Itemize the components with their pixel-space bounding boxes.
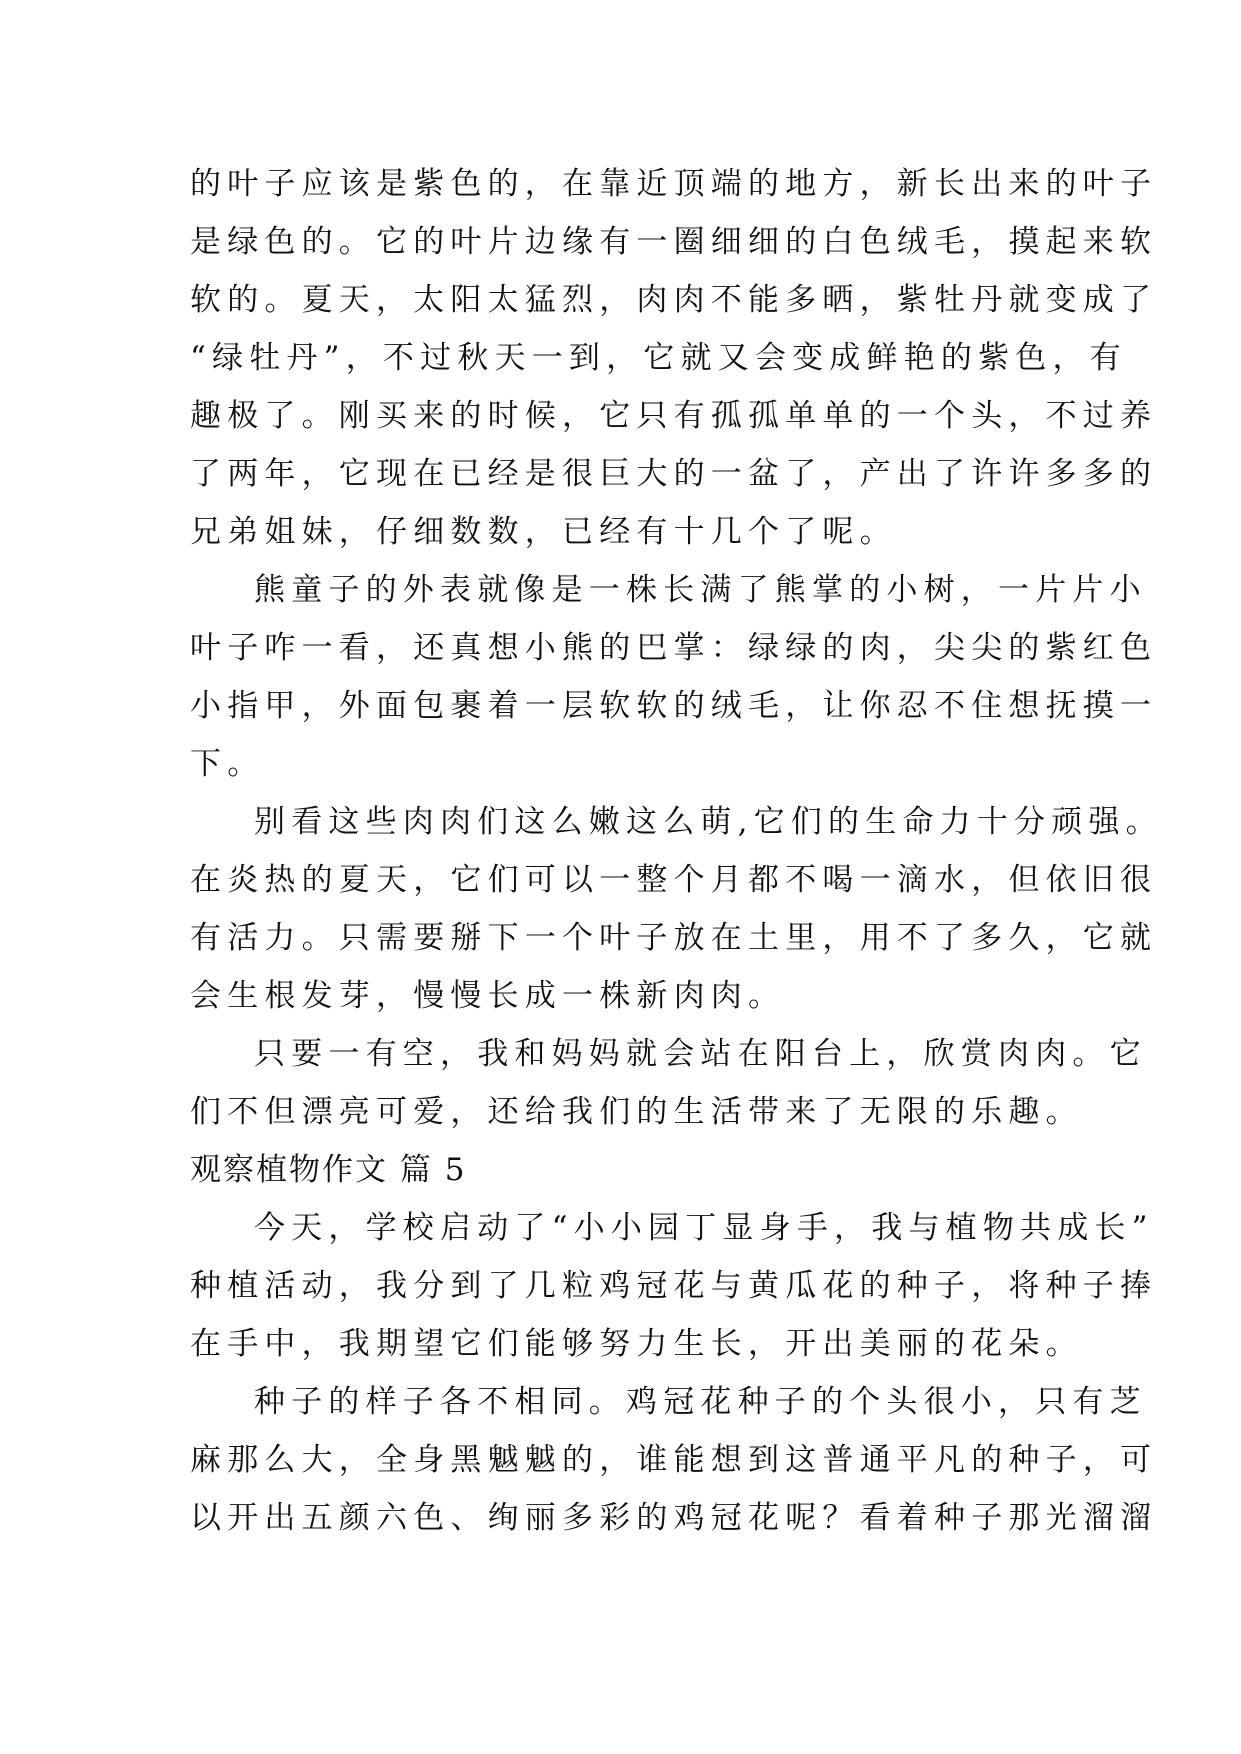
text-line: “绿牡丹”，不过秋天一到，它就又会变成鲜艳的紫色，有 (190, 340, 1127, 376)
paragraph-start-line: 种子的样子各不相同。鸡冠花种子的个头很小，只有芝 (254, 1384, 1147, 1420)
text-line: 是绿色的。它的叶片边缘有一圈细细的白色绒毛，摸起来软 (190, 224, 1158, 260)
text-line: 趣极了。刚买来的时候，它只有孤孤单单的一个头，不过养 (190, 398, 1158, 434)
text-line: 以开出五颜六色、绚丽多彩的鸡冠花呢？看着种子那光溜溜 (190, 1500, 1158, 1536)
text-line: 了两年，它现在已经是很巨大的一盆了，产出了许许多多的 (190, 456, 1158, 492)
text-line: 麻那么大，全身黑魆魆的，谁能想到这普通平凡的种子，可 (190, 1442, 1158, 1478)
text-line: 兄弟姐妹，仔细数数，已经有十几个了呢。 (190, 514, 897, 550)
section-heading: 观察植物作文 篇 5 (190, 1152, 467, 1188)
text-line: 在炎热的夏天，它们可以一整个月都不喝一滴水，但依旧很 (190, 862, 1158, 898)
paragraph-start-line: 别看这些肉肉们这么嫩这么萌,它们的生命力十分顽强。 (254, 804, 1163, 840)
text-line: 种植活动，我分到了几粒鸡冠花与黄瓜花的种子，将种子捧 (190, 1268, 1158, 1304)
paragraph-start-line: 熊童子的外表就像是一株长满了熊掌的小树，一片片小 (254, 572, 1147, 608)
text-line: 软的。夏天，太阳太猛烈，肉肉不能多晒，紫牡丹就变成了 (190, 282, 1158, 318)
text-line: 有活力。只需要掰下一个叶子放在土里，用不了多久，它就 (190, 920, 1158, 956)
text-line: 们不但漂亮可爱，还给我们的生活带来了无限的乐趣。 (190, 1094, 1083, 1130)
text-line: 的叶子应该是紫色的，在靠近顶端的地方，新长出来的叶子 (190, 166, 1158, 202)
text-line: 下。 (190, 746, 265, 782)
text-line: 在手中，我期望它们能够努力生长，开出美丽的花朵。 (190, 1326, 1083, 1362)
paragraph-start-line: 今天，学校启动了“小小园丁显身手，我与植物共成长” (254, 1210, 1154, 1246)
paragraph-start-line: 只要一有空，我和妈妈就会站在阳台上，欣赏肉肉。它 (254, 1036, 1147, 1072)
document-page (190, 155, 1163, 1547)
text-line: 小指甲，外面包裹着一层软软的绒毛，让你忍不住想抚摸一 (190, 688, 1158, 724)
text-line: 叶子咋一看，还真想小熊的巴掌：绿绿的肉，尖尖的紫红色 (190, 630, 1158, 666)
text-line: 会生根发芽，慢慢长成一株新肉肉。 (190, 978, 786, 1014)
